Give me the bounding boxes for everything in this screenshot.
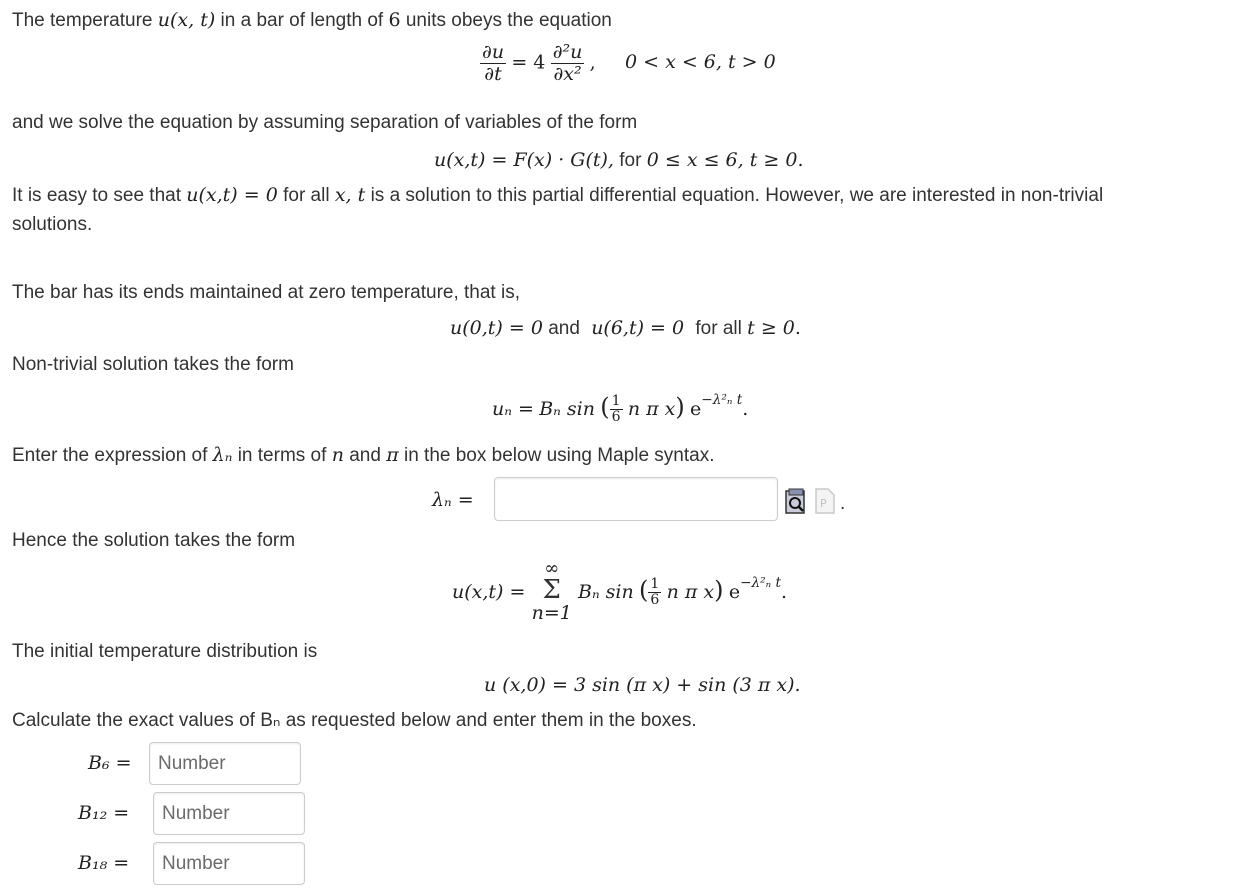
solution-arg: n π x bbox=[666, 581, 715, 603]
frac-num: 1 bbox=[611, 393, 621, 410]
pde-eq: = 4 bbox=[511, 51, 546, 74]
b6-label: B₆ = bbox=[88, 752, 132, 774]
boundary-and: and bbox=[548, 318, 580, 339]
nontrivial-text: Non-trivial solution takes the form bbox=[12, 354, 294, 375]
lambda-and: and bbox=[349, 445, 381, 466]
intro-text-b: in a bar of length of bbox=[220, 10, 384, 31]
b18-label: B₁₈ = bbox=[78, 852, 130, 874]
pde-lhs-num: ∂u bbox=[482, 41, 505, 63]
svg-text:P: P bbox=[820, 497, 827, 510]
coefficients-text: Calculate the exact values of Bₙ as requested below and enter them in the boxes. bbox=[12, 710, 697, 731]
nontrivial-arg: n π x bbox=[627, 398, 676, 420]
b12-label: B₁₂ = bbox=[78, 802, 130, 824]
lambda-prompt bbox=[12, 444, 715, 467]
pi-symbol: π bbox=[386, 444, 399, 466]
separation-formula: u(x,t) = F(x) · G(t), for 0 ≤ x ≤ 6, t ≥ 0. bbox=[434, 149, 804, 171]
separation-text: and we solve the equation by assuming separation of variables of the form bbox=[12, 112, 638, 133]
initial-text: The initial temperature distribution is bbox=[12, 641, 318, 662]
separation-condition: 0 ≤ x ≤ 6, t ≥ 0 bbox=[646, 149, 798, 171]
solution-bn-sin: Bₙ sin bbox=[577, 581, 634, 603]
solution-formula: u(x,t) = ∞ Σ n=1 Bₙ sin ( $\frac{1}{6}$ n π x) $e^{-\lambda^2_n t}$. bbox=[452, 558, 788, 624]
n-symbol: n bbox=[331, 444, 344, 466]
exponent: −λ²ₙ t bbox=[701, 391, 743, 408]
trivial-line bbox=[12, 184, 1103, 207]
zero-solution: u(x,t) = 0 bbox=[186, 184, 278, 206]
solution-frac-num: 1 bbox=[650, 576, 660, 593]
boundary-left: u(0,t) = 0 bbox=[450, 317, 543, 339]
solution-exponent: −λ²ₙ t bbox=[740, 574, 782, 591]
b12-input[interactable] bbox=[153, 792, 305, 835]
boundary-right: u(6,t) = 0 bbox=[591, 317, 685, 339]
solution-exp-base: e bbox=[728, 581, 741, 603]
sum-bottom: n=1 bbox=[531, 602, 572, 624]
boundary-t-cond: t ≥ 0 bbox=[747, 317, 795, 339]
lambda-text-c: in the box below using Maple syntax. bbox=[403, 445, 715, 466]
solution-frac bbox=[648, 577, 661, 609]
u-x-t: u(x, t) bbox=[157, 9, 216, 31]
trivial-text-c: is a solution to this partial differential equation. However, we are interested in non-trivial bbox=[370, 185, 1104, 206]
lambda-symbol: λₙ bbox=[212, 444, 233, 466]
bar-length: 6 bbox=[388, 9, 401, 31]
lambda-text-b: in terms of bbox=[237, 445, 327, 466]
un-label: uₙ = bbox=[492, 398, 534, 420]
summation bbox=[531, 560, 573, 624]
pde-lhs bbox=[480, 42, 506, 85]
sum-symbol: Σ bbox=[542, 575, 561, 605]
lambda-input[interactable] bbox=[494, 477, 778, 521]
equation-editor-icon[interactable] bbox=[785, 488, 807, 514]
nontrivial-formula: uₙ = Bₙ sin ( $\frac{1}{6}$ n π x) $e^{-\lambda^2_n t}$. bbox=[492, 391, 749, 426]
pde-rhs-den: ∂x² bbox=[553, 62, 582, 85]
pde-lhs-den: ∂t bbox=[484, 62, 502, 85]
boundary-conditions: u(0,t) = 0 and u(6,t) = 0 for all t ≥ 0. bbox=[450, 317, 801, 339]
initial-formula: u (x,0) = 3 sin (π x) + sin (3 π x). bbox=[484, 674, 801, 696]
boundary-text: The bar has its ends maintained at zero temperature, that is, bbox=[12, 282, 520, 303]
nontrivial-frac bbox=[610, 394, 623, 426]
preview-icon[interactable] bbox=[814, 488, 836, 514]
trivial-text-d: solutions. bbox=[12, 214, 93, 235]
boundary-for-all: for all bbox=[695, 318, 742, 339]
exp-base: e bbox=[690, 398, 702, 420]
frac-den: 6 bbox=[611, 409, 621, 426]
lambda-text-a: Enter the expression of bbox=[12, 445, 208, 466]
sum-top: ∞ bbox=[544, 558, 560, 579]
pde-rhs-num: ∂²u bbox=[552, 41, 583, 63]
trivial-text-b: for all bbox=[283, 185, 330, 206]
lambda-period: . bbox=[840, 493, 846, 514]
lambda-input-label: λₙ = bbox=[432, 489, 474, 511]
separation-formula-text: u(x,t) = F(x) · G(t), bbox=[434, 149, 614, 171]
pde-rhs bbox=[551, 42, 585, 85]
trivial-vars: x, t bbox=[334, 184, 366, 206]
bn-sin: Bₙ sin bbox=[539, 398, 595, 420]
solution-text: Hence the solution takes the form bbox=[12, 530, 296, 551]
solution-frac-den: 6 bbox=[650, 592, 660, 609]
intro-line bbox=[12, 9, 612, 32]
for-label: for bbox=[619, 150, 642, 171]
pde-equation: $\frac{\partial u}{\partial t}$ = 4 $\frac{\text{∂²u}}{\text{∂x²}}$ , 0 < x < 6, t > 0 bbox=[482, 41, 776, 85]
b6-input[interactable] bbox=[149, 742, 301, 785]
intro-text-c: units obeys the equation bbox=[405, 10, 612, 31]
trivial-text-a: It is easy to see that bbox=[12, 185, 181, 206]
intro-text: The temperature bbox=[12, 10, 153, 31]
pde-domain: 0 < x < 6, t > 0 bbox=[624, 51, 776, 74]
solution-lhs: u(x,t) = bbox=[452, 581, 526, 603]
b18-input[interactable] bbox=[153, 842, 305, 885]
